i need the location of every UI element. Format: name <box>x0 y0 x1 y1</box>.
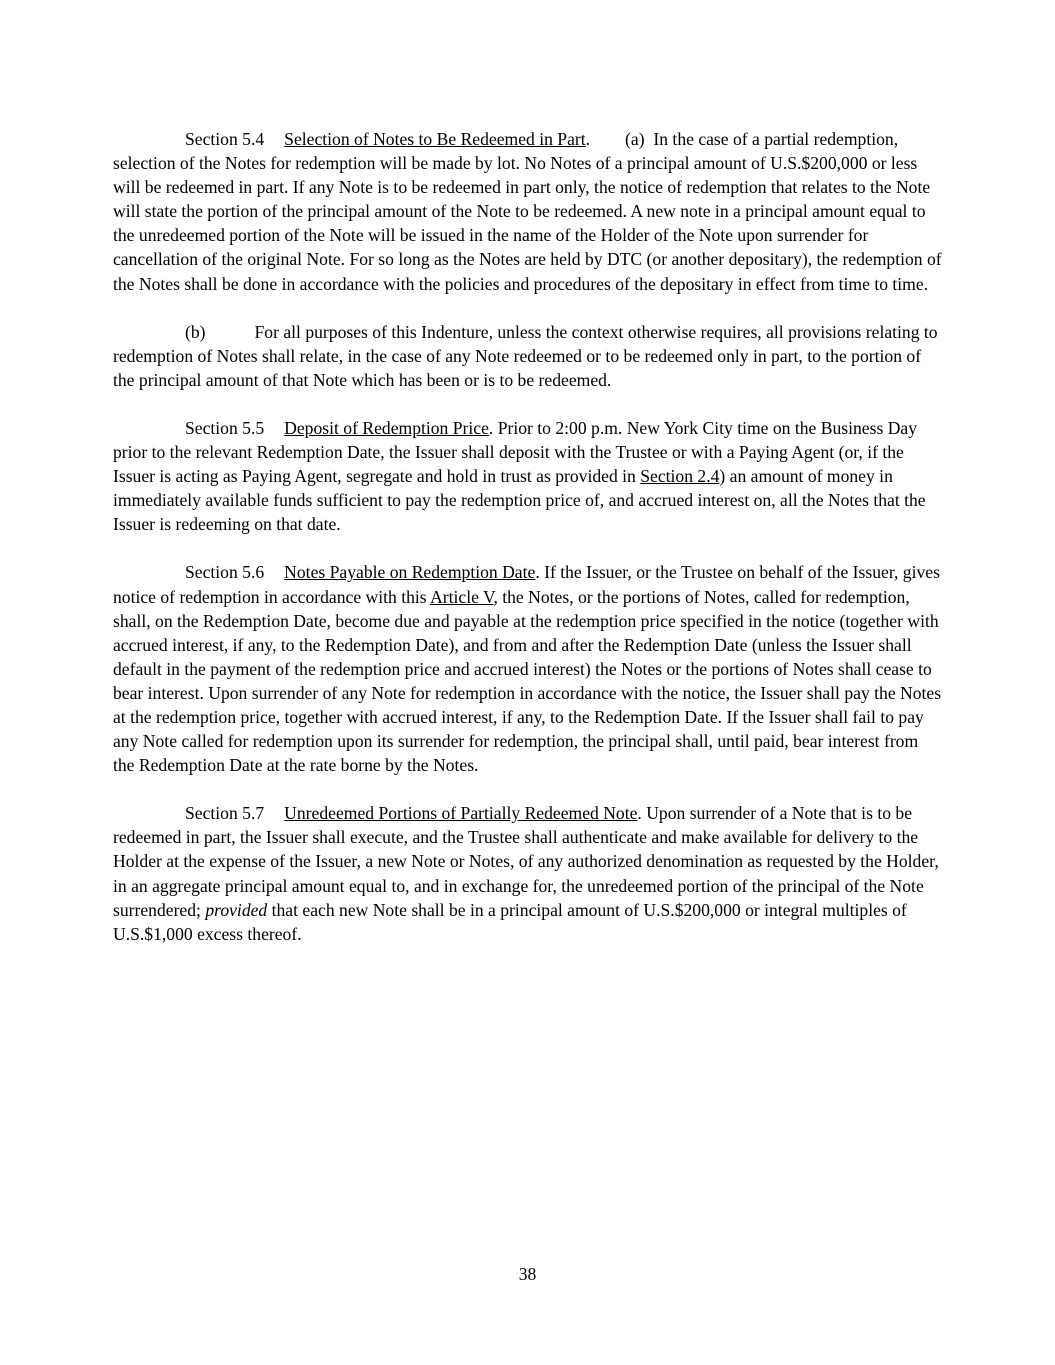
section-5-6 <box>113 560 942 777</box>
text-run: . Upon surrender of a Note that is to be redeemed in part, the Issuer shall execute, and the Trustee shall authenticate and make available for delivery to the Holder at the expense of the Issuer, a new Note or Notes, of any authorized denomination as requested by the Holder, in an aggregate principal amount equal to, and in exchange for, the unredeemed portion of the principal of the Note surrendered; <box>113 803 939 920</box>
text-run: For all purposes of this Indenture, unless the context otherwise requires, all provisions relating to redemption of Notes shall relate, in the case of any Note redeemed or to be redeemed only in part, to the portion of the principal amount of that Note which has been or is to be redeemed. <box>113 321 938 390</box>
page-number: 38 <box>518 1264 537 1284</box>
text-run: Section 5.6 <box>185 562 265 583</box>
underlined-text: Section 2.4 <box>640 466 720 487</box>
underlined-text: Unredeemed Portions of Partially Redeemed Note <box>284 803 638 824</box>
document-body <box>113 127 942 970</box>
italic-text: provided <box>205 899 268 920</box>
section-5-4-b <box>113 320 942 392</box>
text-run: , the Notes, or the portions of Notes, called for redemption, shall, on the Redemption Date, become due and payable at the redemption price specified in the notice (together with accrued interest, if any, to the Redemption Date), and from and after the Redemption Date (unless the Issuer shall default in the payment of the redemption price and accrued interest) the Notes or the portions of Notes shall cease to bear interest. Upon surrender of any Note for redemption in accordance with the notice, the Issuer shall pay the Notes at the redemption price, together with accrued interest, if any, to the Redemption Date. If the Issuer shall fail to pay any Note called for redemption upon its surrender for redemption, the principal shall, until paid, bear interest from the Redemption Date at the rate borne by the Notes. <box>113 586 942 776</box>
text-run: that each new Note shall be in a principal amount of U.S.$200,000 or integral multiples of U.S.$1,000 excess thereof. <box>113 899 907 944</box>
section-5-7 <box>113 801 942 946</box>
text-run: . <box>585 129 591 149</box>
underlined-text: Notes Payable on Redemption Date <box>284 562 536 583</box>
text-run: Section 5.4 <box>185 129 265 149</box>
underlined-text: Deposit of Redemption Price <box>284 417 489 438</box>
text-run: Section 5.7 <box>185 803 265 824</box>
text-run: . Prior to 2:00 p.m. New York City time on the Business Day prior to the relevant Redemption Date, the Issuer shall deposit with the Trustee or with a Paying Agent (or, if the Issuer is acting as Paying Agent, segregate and hold in trust as provided in <box>113 417 918 487</box>
text-run: (a) In the case of a partial redemption, selection of the Notes for redemption will be made by lot. No Notes of a principal amount of U.S.$200,000 or less will be redeemed in part. If any Note is to be redeemed in part only, the notice of redemption that relates to the Note will state the portion of the principal amount of the Note to be redeemed. A new note in a principal amount equal to the unredeemed portion of the Note will be issued in the name of the Holder of the Note upon surrender for cancellation of the original Note. For so long as the Notes are held by DTC (or another depositary), the redemption of the Notes shall be done in accordance with the policies and procedures of the depositary in effect from time to time. <box>113 129 942 294</box>
text-run: ) an amount of money in immediately available funds sufficient to pay the redemption price of, and accrued interest on, all the Notes that the Issuer is redeeming on that date. <box>113 466 926 535</box>
underlined-text: Article V <box>430 586 494 607</box>
section-5-5 <box>113 416 942 536</box>
text-run: . If the Issuer, or the Trustee on behalf of the Issuer, gives notice of redemption in accordance with this <box>113 562 940 607</box>
underlined-text: Selection of Notes to Be Redeemed in Part <box>284 129 586 149</box>
text-run: (b) <box>185 321 206 342</box>
section-5-4 <box>113 127 942 296</box>
text-run: Section 5.5 <box>185 417 265 438</box>
